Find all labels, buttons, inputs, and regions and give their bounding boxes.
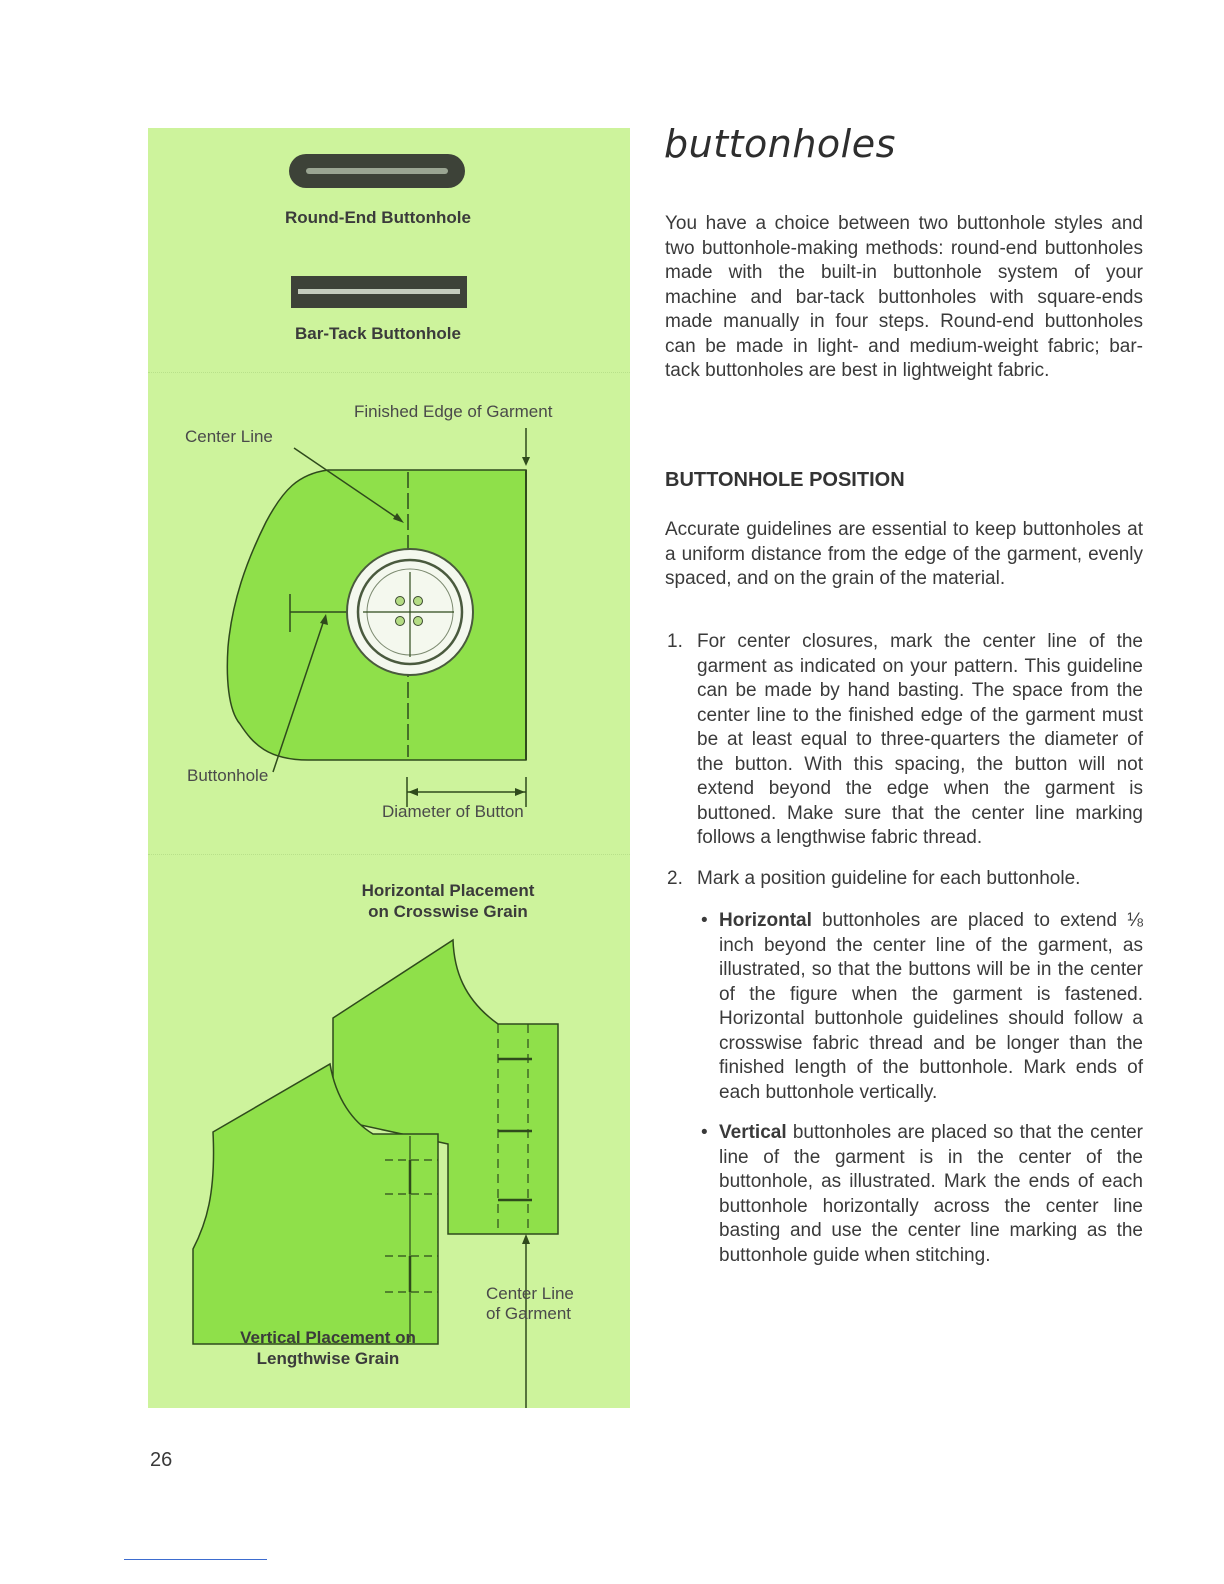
buttonhole-label: Buttonhole [187,766,269,785]
intro-paragraph: You have a choice between two buttonhole styles and two buttonhole-making methods: round-end buttonholes made with the built-in buttonhole system of your machine and bar-tack buttonholes with square-ends made manually in four steps. Round-end buttonholes can be made in light- and medium-weight fabric; bar-tack buttonholes are best in lightweight fabric. [665,213,1143,381]
footer-rule [124,1559,267,1560]
round-end-caption: Round-End Buttonhole [284,208,471,227]
center-line-garment-label-2: of Garment [486,1304,572,1323]
vertical-caption-line1: Vertical Placement on [240,1328,416,1347]
horizontal-caption-line1: Horizontal Placement [361,881,535,900]
step-text: For center closures, mark the center line of the garment as indicated on your pattern. This guideline can be made by hand basting. The space from the center line to the finished edge of the garment must be at least equal to three-quarters the diameter of the button. With this spacing, the button will not extend beyond the edge when the garment is buttoned. Make sure that the center line marking follows a lengthwise fabric thread. [697,631,1143,848]
center-line-garment-label-1: Center Line [486,1284,574,1303]
page-title: buttonholes [664,122,896,166]
step-text: Mark a position guideline for each buttonhole. [697,867,1081,889]
illustration-panel [148,128,630,1408]
center-line-label: Center Line [185,427,273,446]
bullet-icon: • [701,910,708,931]
horizontal-caption-line2: on Crosswise Grain [368,902,528,921]
bullet-icon: • [701,1122,708,1143]
bullet-term: Horizontal [719,910,812,931]
step-number: 2. [667,867,683,889]
step-item [665,630,1143,851]
section-intro: Accurate guidelines are essential to keep buttonholes at a uniform distance from the edge of the garment, evenly spaced, and on the grain of the material. [665,519,1143,589]
placement-grain-figure [148,854,630,1408]
bullet-text: buttonholes are placed so that the center line of the garment is in the center of the buttonhole, as illustrated. Mark the ends of each buttonhole horizontally across the center line basting and use the center line marking as the buttonhole guide when stitching. [719,1122,1143,1266]
vertical-caption-line2: Lengthwise Grain [256,1349,400,1368]
step-item [665,867,1143,1269]
step-number: 1. [667,631,683,652]
finished-edge-label: Finished Edge of Garment [354,402,553,421]
bar-tack-caption: Bar-Tack Buttonhole [295,324,461,343]
bullet-item [697,1121,1143,1268]
diameter-label: Diameter of Button [382,802,524,821]
bullet-text: buttonholes are placed to extend ⅛ inch beyond the center line of the garment, as illustrated, so that the buttons will be in the center of the figure when the garment is fastened. Horizontal buttonhole guidelines should follow a crosswise fabric thread and be longer than the finished length of the buttonhole. Mark ends of each buttonhole vertically. [719,910,1143,1103]
bullet-term: Vertical [719,1122,787,1143]
steps-list [665,630,1143,1284]
page-number: 26 [150,1449,173,1471]
bullet-item [697,909,1143,1105]
bullet-list [697,909,1143,1268]
section-heading: BUTTONHOLE POSITION [665,469,905,491]
